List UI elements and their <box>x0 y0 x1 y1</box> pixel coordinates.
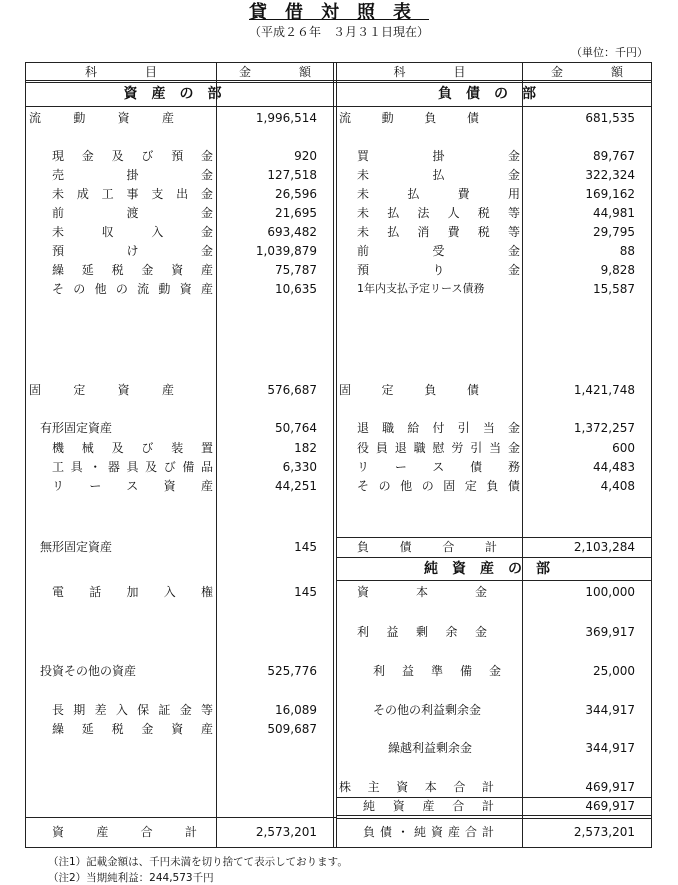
list-item-label: 現金及び預金 <box>52 149 213 163</box>
section-assets: 資産の部 <box>123 86 236 102</box>
list-item-value: 1,039,879 <box>255 244 317 258</box>
other-retained-label: その他の利益剰余金 <box>373 703 482 717</box>
list-item-value: 88 <box>619 244 635 258</box>
list-item-label: リース資産 <box>52 479 213 493</box>
list-item-label: 売掛金 <box>52 168 213 182</box>
liabilities-total-label: 負債合計 <box>357 540 497 554</box>
fixed-liabilities-value: 1,421,748 <box>573 383 635 397</box>
list-item-label: 役員退職慰労引当金 <box>357 441 520 455</box>
assets-total-label: 資産合計 <box>52 825 197 839</box>
list-item-label: その他の流動資産 <box>52 282 213 296</box>
list-item-value: 21,695 <box>275 206 317 220</box>
report-date: （平成２６年 ３月３１日現在） <box>248 25 429 39</box>
page-title: 貸借対照表 <box>249 2 429 23</box>
list-item-label: 電話加入権 <box>52 585 213 599</box>
list-item-value: 6,330 <box>282 460 317 474</box>
list-item-value: 44,483 <box>593 460 635 474</box>
current-liabilities-label: 流動負債 <box>339 111 479 125</box>
list-item-label: 未成工事支出金 <box>52 187 213 201</box>
note-2: （注2）当期純利益：244,573千円 <box>48 872 214 884</box>
col-header-item-left: 科 目 <box>84 65 157 79</box>
legal-reserve-value: 25,000 <box>593 664 635 678</box>
list-item-value: 1,372,257 <box>573 421 635 435</box>
list-item-label: 買掛金 <box>357 149 520 163</box>
list-item-value: 26,596 <box>275 187 317 201</box>
net-assets-total-label: 純資産合計 <box>363 799 494 813</box>
retained-earnings-label: 利益剰余金 <box>357 625 487 639</box>
list-item-label: 前渡金 <box>52 206 213 220</box>
list-item-label: 未払法人税等 <box>357 206 520 220</box>
assets-total-value: 2,573,201 <box>255 825 317 839</box>
list-item-label: 未払金 <box>357 168 520 182</box>
list-item-value: 9,828 <box>600 263 635 277</box>
list-item-label: 未払費用 <box>357 187 520 201</box>
unit-label: （単位：千円） <box>571 46 648 59</box>
liabilities-total-value: 2,103,284 <box>573 540 635 554</box>
intangible-assets-value: 145 <box>294 540 317 554</box>
list-item-label: 長期差入保証金等 <box>52 703 213 717</box>
investments-label: 投資その他の資産 <box>40 664 137 678</box>
list-item-label: 未収入金 <box>52 225 213 239</box>
list-item-label: 機械及び装置 <box>52 441 213 455</box>
list-item-value: 89,767 <box>593 149 635 163</box>
list-item-label: 未払消費税等 <box>357 225 520 239</box>
current-liabilities-value: 681,535 <box>585 111 635 125</box>
list-item-label: リース債務 <box>357 460 520 474</box>
section-liabilities: 負債の部 <box>438 86 550 102</box>
capital-label: 資本金 <box>357 585 487 599</box>
shareholders-equity-value: 469,917 <box>585 780 635 794</box>
list-item-label: 退職給付引当金 <box>357 421 520 435</box>
liabilities-net-assets-total-value: 2,573,201 <box>573 825 635 839</box>
list-item-value: 509,687 <box>267 722 317 736</box>
other-retained-value: 344,917 <box>585 703 635 717</box>
carried-forward-value: 344,917 <box>585 741 635 755</box>
list-item-value: 4,408 <box>600 479 635 493</box>
note-1: （注1）記載金額は、千円未満を切り捨てて表示しております。 <box>48 856 348 868</box>
liabilities-net-assets-total-label: 負債・純資産合計 <box>363 825 494 839</box>
list-item-label: 1年内支払予定リース債務 <box>357 282 485 295</box>
col-header-amount-right: 金 額 <box>550 65 623 79</box>
retained-earnings-value: 369,917 <box>585 625 635 639</box>
list-item-value: 29,795 <box>593 225 635 239</box>
list-item-value: 322,324 <box>585 168 635 182</box>
tangible-assets-value: 50,764 <box>275 421 317 435</box>
fixed-assets-label: 固定資産 <box>29 383 174 397</box>
col-header-item-right: 科 目 <box>393 65 466 79</box>
fixed-assets-value: 576,687 <box>267 383 317 397</box>
list-item-value: 145 <box>294 585 317 599</box>
intangible-assets-label: 無形固定資産 <box>40 540 113 554</box>
shareholders-equity-label: 株主資本合計 <box>339 780 494 794</box>
col-header-amount-left: 金 額 <box>238 65 311 79</box>
list-item-value: 44,981 <box>593 206 635 220</box>
list-item-value: 44,251 <box>275 479 317 493</box>
list-item-value: 169,162 <box>585 187 635 201</box>
net-assets-total-value: 469,917 <box>585 799 635 813</box>
list-item-value: 15,587 <box>593 282 635 296</box>
investments-value: 525,776 <box>267 664 317 678</box>
current-assets-label: 流動資産 <box>29 111 174 125</box>
list-item-label: 工具・器具及び備品 <box>52 460 213 474</box>
list-item-value: 920 <box>294 149 317 163</box>
list-item-label: 預け金 <box>52 244 213 258</box>
list-item-value: 693,482 <box>267 225 317 239</box>
carried-forward-label: 繰越利益剰余金 <box>388 741 473 755</box>
list-item-label: 繰延税金資産 <box>52 722 213 736</box>
list-item-label: 預り金 <box>357 263 520 277</box>
fixed-liabilities-label: 固定負債 <box>339 383 479 397</box>
capital-value: 100,000 <box>585 585 635 599</box>
section-net-assets: 純資産の部 <box>424 561 564 577</box>
list-item-label: 前受金 <box>357 244 520 258</box>
list-item-value: 75,787 <box>275 263 317 277</box>
legal-reserve-label: 利益準備金 <box>373 664 501 678</box>
list-item-label: 繰延税金資産 <box>52 263 213 277</box>
list-item-value: 10,635 <box>275 282 317 296</box>
list-item-value: 600 <box>612 441 635 455</box>
list-item-value: 127,518 <box>267 168 317 182</box>
tangible-assets-label: 有形固定資産 <box>40 421 113 435</box>
list-item-value: 182 <box>294 441 317 455</box>
list-item-label: その他の固定負債 <box>357 479 520 493</box>
list-item-value: 16,089 <box>275 703 317 717</box>
current-assets-value: 1,996,514 <box>255 111 317 125</box>
